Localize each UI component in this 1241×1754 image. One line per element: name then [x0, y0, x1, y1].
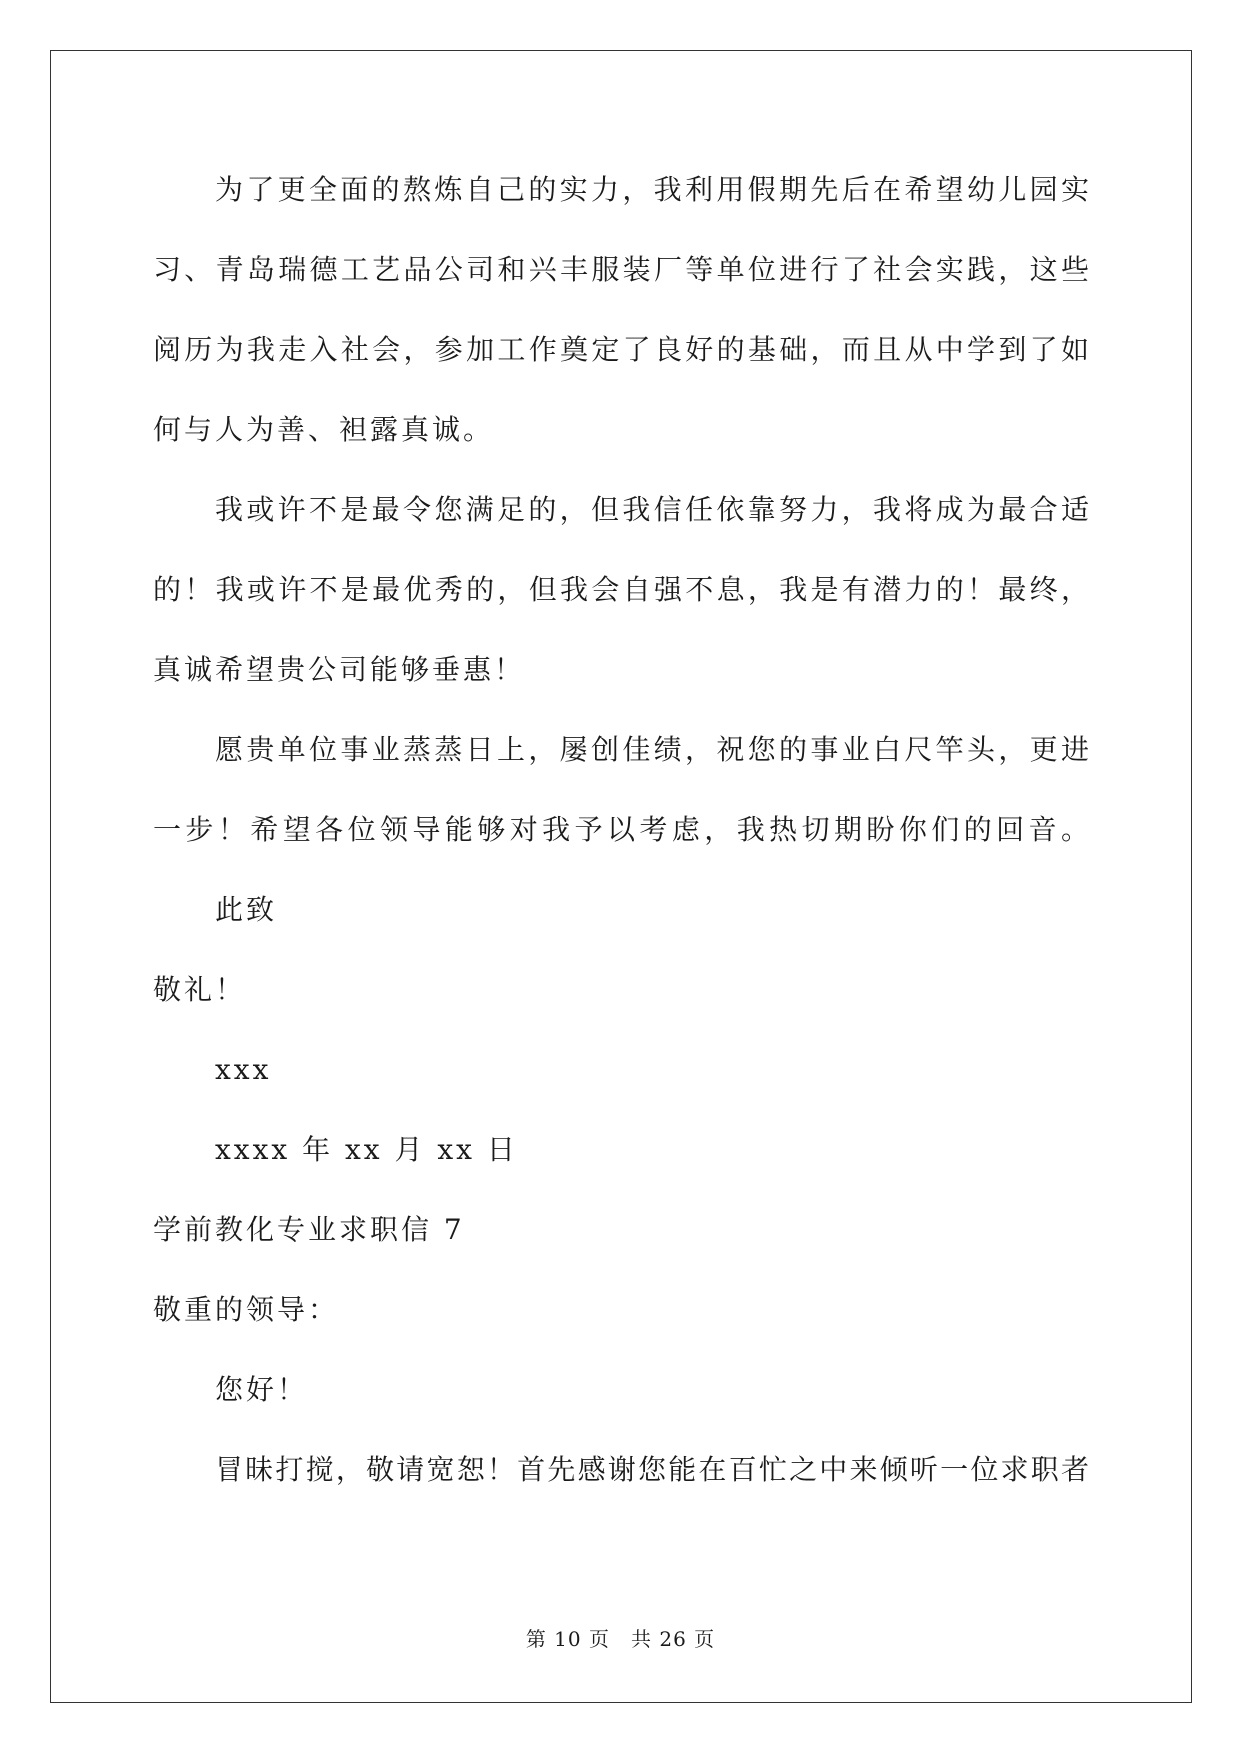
text-line: 习、青岛瑞德工艺品公司和兴丰服装厂等单位进行了社会实践，这些	[153, 253, 1089, 286]
signature-name: xxx	[215, 1053, 272, 1086]
text-line: 真诚希望贵公司能够垂惠！	[153, 653, 526, 686]
signature-date: xxxx 年 xx 月 xx 日	[215, 1133, 518, 1166]
text-line: 一步！希望各位领导能够对我予以考虑，我热切期盼你们的回音。	[153, 813, 1089, 846]
text-line: 何与人为善、袒露真诚。	[153, 413, 495, 446]
letter-greeting: 敬重的领导：	[153, 1293, 340, 1326]
text-line: 阅历为我走入社会，参加工作奠定了良好的基础，而且从中学到了如	[153, 333, 1089, 366]
closing-regards: 敬礼！	[153, 973, 247, 1006]
text-line: 冒昧打搅，敬请宽恕！首先感谢您能在百忙之中来倾听一位求职者	[215, 1453, 1089, 1486]
text-line: 的！我或许不是最优秀的，但我会自强不息，我是有潜力的！最终，	[153, 573, 1089, 606]
section-title: 学前教化专业求职信 7	[153, 1213, 465, 1246]
text-line: 愿贵单位事业蒸蒸日上，屡创佳绩，祝您的事业白尺竿头，更进	[215, 733, 1089, 766]
page-number-footer: 第 10 页 共 26 页	[525, 1627, 716, 1651]
text-line: 我或许不是最令您满足的，但我信任依靠努力，我将成为最合适	[215, 493, 1089, 526]
text-line: 为了更全面的熬炼自己的实力，我利用假期先后在希望幼儿园实	[215, 173, 1089, 206]
closing-salutation: 此致	[215, 893, 278, 926]
letter-hello: 您好！	[215, 1373, 309, 1406]
